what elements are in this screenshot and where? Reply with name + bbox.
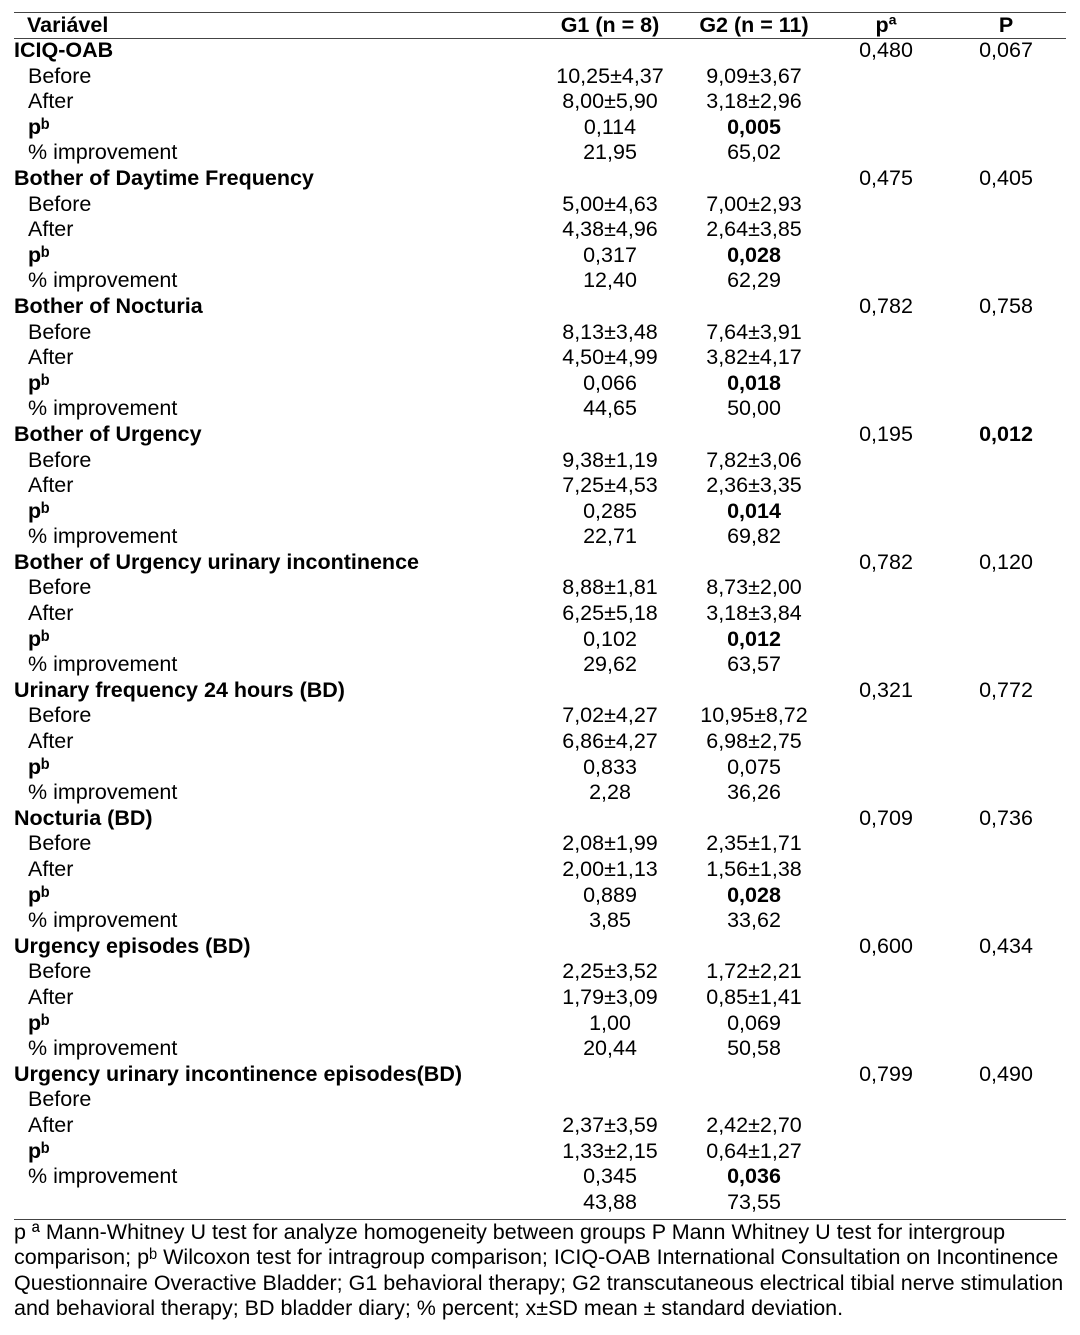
group-row: [14, 806, 1066, 832]
g2-value: 6,98±2,75: [706, 729, 802, 754]
table-row: [14, 448, 1066, 474]
pa-empty: [826, 652, 946, 678]
g2-value: 63,57: [727, 652, 781, 677]
table-row: [14, 140, 1066, 166]
pa-empty: [826, 371, 946, 397]
row-label: Before: [28, 1087, 92, 1112]
g1-value: 44,65: [583, 396, 637, 421]
group-g1-empty: [538, 806, 682, 832]
p-empty: [946, 652, 1066, 678]
p-empty: [946, 268, 1066, 294]
g2-value: 9,09±3,67: [706, 63, 802, 88]
p-empty: [946, 320, 1066, 346]
g2-value: 7,64±3,91: [706, 319, 802, 344]
g1-value: 0,889: [583, 882, 637, 907]
pa-empty: [826, 908, 946, 934]
pa-empty: [826, 1164, 946, 1190]
table-row: [14, 89, 1066, 115]
group-g1-empty: [538, 678, 682, 704]
group-row: [14, 38, 1066, 64]
group-row: [14, 1062, 1066, 1088]
row-label: % improvement: [28, 1036, 178, 1061]
row-label: After: [28, 601, 74, 626]
group-p-value: 0,067: [979, 38, 1033, 62]
p-empty: [946, 575, 1066, 601]
table-row: [14, 780, 1066, 806]
pa-empty: [826, 1011, 946, 1037]
row-label: After: [28, 729, 74, 754]
pa-empty: [826, 192, 946, 218]
header-variable: Variável: [27, 13, 109, 37]
g2-value: 0,018: [727, 370, 781, 395]
pa-empty: [826, 601, 946, 627]
group-p-value: 0,772: [979, 677, 1033, 702]
g1-value: 0,833: [583, 754, 637, 779]
g2-value: 33,62: [727, 908, 781, 933]
row-label: Before: [28, 959, 92, 984]
table-row: [14, 1087, 1066, 1113]
row-label: After: [28, 1112, 74, 1137]
g2-value: 50,00: [727, 396, 781, 421]
group-g1-empty: [538, 294, 682, 320]
g1-value: 1,33±2,15: [562, 1138, 658, 1163]
table-row: [14, 755, 1066, 781]
g1-value: 4,50±4,99: [562, 345, 658, 370]
row-label: pᵇ: [28, 498, 50, 523]
row-label: Before: [28, 191, 92, 216]
group-name: Urgency episodes (BD): [14, 933, 251, 958]
p-empty: [946, 140, 1066, 166]
group-name: Bother of Daytime Frequency: [14, 165, 314, 190]
pa-empty: [826, 473, 946, 499]
g2-value: 0,85±1,41: [706, 984, 802, 1009]
row-label: After: [28, 345, 74, 370]
g2-value: 3,18±3,84: [706, 601, 802, 626]
p-empty: [946, 64, 1066, 90]
header-g1: G1 (n = 8): [560, 13, 660, 37]
table-row: [14, 396, 1066, 422]
g1-value: 12,40: [583, 268, 637, 293]
group-g2-empty: [682, 934, 826, 960]
g2-value: 73,55: [727, 1189, 781, 1214]
g2-value: 0,64±1,27: [706, 1138, 802, 1163]
table-row: [14, 959, 1066, 985]
table-row: [14, 268, 1066, 294]
group-g2-empty: [682, 550, 826, 576]
row-label: After: [28, 857, 74, 881]
row-label: Before: [28, 63, 92, 88]
pa-empty: [826, 755, 946, 781]
group-g1-empty: [538, 166, 682, 192]
row-label: Before: [28, 319, 92, 344]
group-g2-empty: [682, 38, 826, 64]
table-footnote: p ª Mann-Whitney U test for analyze homogeneity between groups P Mann Whitney U test for intergroup comparison; pᵇ Wilcoxon test for intragroup comparison; ICIQ-OAB International Consultation on Incontinence Questionnaire Overactive Bladder; G1 behavioral therapy; G2 transcutaneous electrical tibial nerve stimulation and behavioral therapy; BD bladder diary; % percent; x±SD mean ± standard deviation.: [14, 1220, 1064, 1320]
table-row: [14, 64, 1066, 90]
g1-value: 22,71: [583, 524, 637, 549]
p-empty: [946, 1036, 1066, 1062]
g2-value: 0,028: [727, 242, 781, 267]
pa-empty: [826, 959, 946, 985]
group-row: [14, 678, 1066, 704]
pa-empty: [826, 729, 946, 755]
p-empty: [946, 857, 1066, 883]
g1-value: 0,102: [583, 626, 637, 651]
group-g1-empty: [538, 550, 682, 576]
pa-empty: [826, 499, 946, 525]
pa-empty: [826, 115, 946, 141]
p-empty: [946, 448, 1066, 474]
row-label: After: [28, 473, 74, 498]
row-label: Before: [28, 447, 92, 472]
p-empty: [946, 729, 1066, 755]
group-name: Bother of Urgency urinary incontinence: [14, 549, 419, 574]
g2-value: 3,82±4,17: [706, 345, 802, 370]
g1-value: 10,25±4,37: [556, 63, 664, 88]
p-empty: [946, 1164, 1066, 1190]
group-pa-value: 0,480: [859, 38, 913, 62]
row-label: After: [28, 984, 74, 1009]
group-p-value: 0,758: [979, 293, 1033, 318]
table-row: [14, 627, 1066, 653]
row-label: Before: [28, 575, 92, 600]
pa-empty: [826, 345, 946, 371]
row-label: % improvement: [28, 396, 178, 421]
group-g1-empty: [538, 422, 682, 448]
g1-value: 4,38±4,96: [562, 217, 658, 242]
row-label: pᵇ: [28, 242, 50, 267]
p-empty: [946, 601, 1066, 627]
p-empty: [946, 217, 1066, 243]
g1-value: 5,00±4,63: [562, 191, 658, 216]
p-empty: [946, 755, 1066, 781]
table-row: [14, 703, 1066, 729]
table-row: [14, 1036, 1066, 1062]
table-row: [14, 1011, 1066, 1037]
group-name: ICIQ-OAB: [14, 38, 114, 62]
g1-value: 2,25±3,52: [562, 959, 658, 984]
g1-value: 0,317: [583, 242, 637, 267]
row-label: % improvement: [28, 652, 178, 677]
g1-value: 8,13±3,48: [562, 319, 658, 344]
row-label: % improvement: [28, 780, 178, 805]
pa-empty: [826, 268, 946, 294]
g1-value: 0,114: [583, 114, 637, 139]
group-p-value: 0,120: [979, 549, 1033, 574]
g1-value: 7,25±4,53: [562, 473, 658, 498]
g2-value: 2,64±3,85: [706, 217, 802, 242]
g1-value: 2,28: [589, 780, 631, 805]
pa-empty: [826, 831, 946, 857]
p-empty: [946, 499, 1066, 525]
row-label: pᵇ: [28, 370, 50, 395]
g2-value: 0,028: [727, 882, 781, 907]
row-label: pᵇ: [28, 1010, 50, 1035]
p-empty: [946, 371, 1066, 397]
g2-value: 7,82±3,06: [706, 447, 802, 472]
p-empty: [946, 192, 1066, 218]
group-row: [14, 294, 1066, 320]
p-empty: [946, 1190, 1066, 1216]
g1-value: 0,285: [583, 498, 637, 523]
p-empty: [946, 115, 1066, 141]
g2-value: 1,56±1,38: [706, 857, 802, 881]
g2-value: 2,36±3,35: [706, 473, 802, 498]
row-label: % improvement: [28, 1164, 178, 1189]
pa-empty: [826, 396, 946, 422]
group-g1-empty: [538, 934, 682, 960]
results-table: [14, 13, 1066, 1215]
group-g2-empty: [682, 678, 826, 704]
g1-value: [538, 1087, 682, 1113]
pa-empty: [826, 217, 946, 243]
table-row: [14, 499, 1066, 525]
g1-value: 1,79±3,09: [562, 984, 658, 1009]
table-row: [14, 371, 1066, 397]
p-empty: [946, 345, 1066, 371]
g1-value: 8,00±5,90: [562, 89, 658, 114]
table-row: [14, 575, 1066, 601]
table-header-row: [14, 13, 1066, 38]
row-label: % improvement: [28, 908, 178, 933]
row-label: Before: [28, 831, 92, 856]
row-label: pᵇ: [28, 754, 50, 779]
group-p-value: 0,405: [979, 165, 1033, 190]
g2-value: 0,005: [727, 114, 781, 139]
row-label: % improvement: [28, 140, 178, 165]
p-empty: [946, 524, 1066, 550]
row-label: [14, 1190, 538, 1216]
row-label: pᵇ: [28, 882, 50, 907]
table-row: [14, 1164, 1066, 1190]
table-row: [14, 1113, 1066, 1139]
pa-empty: [826, 1139, 946, 1165]
table-row: [14, 1139, 1066, 1165]
pa-empty: [826, 703, 946, 729]
g2-value: 36,26: [727, 780, 781, 805]
g2-value: [682, 1087, 826, 1113]
g1-value: 7,02±4,27: [562, 703, 658, 728]
g1-value: 3,85: [589, 908, 631, 933]
pa-empty: [826, 1087, 946, 1113]
group-p-value: 0,736: [979, 805, 1033, 830]
table-row: [14, 985, 1066, 1011]
g2-value: 0,069: [727, 1010, 781, 1035]
header-pa: pª: [875, 13, 897, 37]
p-empty: [946, 1113, 1066, 1139]
g1-value: 2,08±1,99: [562, 831, 658, 856]
group-row: [14, 422, 1066, 448]
group-p-value: 0,490: [979, 1061, 1033, 1086]
row-label: pᵇ: [28, 114, 50, 139]
group-p-value: 0,012: [979, 421, 1033, 446]
g2-value: 2,42±2,70: [706, 1112, 802, 1137]
group-pa-value: 0,782: [859, 549, 913, 574]
table-row: [14, 601, 1066, 627]
table-row: [14, 524, 1066, 550]
g1-value: 2,00±1,13: [562, 857, 658, 881]
group-name: Bother of Urgency: [14, 421, 202, 446]
g1-value: 0,066: [583, 370, 637, 395]
group-pa-value: 0,600: [859, 933, 913, 958]
g2-value: 62,29: [727, 268, 781, 293]
table-body: [14, 38, 1066, 1215]
table-row: [14, 652, 1066, 678]
g1-value: 6,86±4,27: [562, 729, 658, 754]
g1-value: 0,345: [583, 1164, 637, 1189]
group-g1-empty: [538, 38, 682, 64]
g2-value: 10,95±8,72: [700, 703, 808, 728]
group-p-value: 0,434: [979, 933, 1033, 958]
p-empty: [946, 396, 1066, 422]
pa-empty: [826, 320, 946, 346]
group-g1-empty: [538, 1062, 682, 1088]
g2-value: 2,35±1,71: [706, 831, 802, 856]
row-label: Before: [28, 703, 92, 728]
g2-value: 0,075: [727, 754, 781, 779]
p-empty: [946, 1139, 1066, 1165]
p-empty: [946, 1087, 1066, 1113]
p-empty: [946, 831, 1066, 857]
p-empty: [946, 1011, 1066, 1037]
group-name: Urgency urinary incontinence episodes(BD): [14, 1061, 463, 1086]
p-empty: [946, 627, 1066, 653]
pa-empty: [826, 243, 946, 269]
g2-value: 50,58: [727, 1036, 781, 1061]
group-g2-empty: [682, 294, 826, 320]
g1-value: 29,62: [583, 652, 637, 677]
group-pa-value: 0,195: [859, 421, 913, 446]
g2-value: 7,00±2,93: [706, 191, 802, 216]
p-empty: [946, 473, 1066, 499]
pa-empty: [826, 985, 946, 1011]
row-label: After: [28, 217, 74, 242]
table-row: [14, 320, 1066, 346]
pa-empty: [826, 140, 946, 166]
g1-value: 20,44: [583, 1036, 637, 1061]
table-row: [14, 729, 1066, 755]
table-row: [14, 192, 1066, 218]
table-row: [14, 243, 1066, 269]
row-label: pᵇ: [28, 626, 50, 651]
g1-value: 6,25±5,18: [562, 601, 658, 626]
header-p: P: [998, 13, 1014, 37]
group-g2-empty: [682, 1062, 826, 1088]
p-empty: [946, 959, 1066, 985]
group-pa-value: 0,475: [859, 165, 913, 190]
pa-empty: [826, 857, 946, 883]
g1-value: 1,00: [589, 1010, 631, 1035]
table-row: [14, 473, 1066, 499]
group-g2-empty: [682, 166, 826, 192]
table-row: [14, 345, 1066, 371]
g2-value: 69,82: [727, 524, 781, 549]
g2-value: 8,73±2,00: [706, 575, 802, 600]
g2-value: 65,02: [727, 140, 781, 165]
pa-empty: [826, 524, 946, 550]
pa-empty: [826, 627, 946, 653]
table-row: [14, 831, 1066, 857]
group-name: Nocturia (BD): [14, 805, 153, 830]
group-pa-value: 0,799: [859, 1061, 913, 1086]
g1-value: 43,88: [583, 1189, 637, 1214]
g2-value: 3,18±2,96: [706, 89, 802, 114]
p-empty: [946, 243, 1066, 269]
g2-value: 1,72±2,21: [706, 959, 802, 984]
pa-empty: [826, 780, 946, 806]
row-label: % improvement: [28, 268, 178, 293]
row-label: After: [28, 89, 74, 114]
header-g2: G2 (n = 11): [699, 13, 809, 37]
pa-empty: [826, 64, 946, 90]
p-empty: [946, 89, 1066, 115]
p-empty: [946, 883, 1066, 909]
table-row: [14, 115, 1066, 141]
g2-value: 0,036: [727, 1164, 781, 1189]
group-row: [14, 166, 1066, 192]
g1-value: 9,38±1,19: [562, 447, 658, 472]
p-empty: [946, 908, 1066, 934]
group-pa-value: 0,709: [859, 805, 913, 830]
p-empty: [946, 985, 1066, 1011]
pa-empty: [826, 575, 946, 601]
table-row: [14, 857, 1066, 883]
group-name: Bother of Nocturia: [14, 293, 203, 318]
group-name: Urinary frequency 24 hours (BD): [14, 677, 345, 702]
group-g2-empty: [682, 806, 826, 832]
table-row: [14, 883, 1066, 909]
g2-value: 0,012: [727, 626, 781, 651]
row-label: % improvement: [28, 524, 178, 549]
p-empty: [946, 780, 1066, 806]
pa-empty: [826, 1036, 946, 1062]
pa-empty: [826, 448, 946, 474]
group-pa-value: 0,782: [859, 293, 913, 318]
g1-value: 8,88±1,81: [562, 575, 658, 600]
table-row: [14, 908, 1066, 934]
group-row: [14, 550, 1066, 576]
row-label: pᵇ: [28, 1138, 50, 1163]
table-row: [14, 217, 1066, 243]
group-pa-value: 0,321: [859, 677, 913, 702]
pa-empty: [826, 1190, 946, 1216]
p-empty: [946, 703, 1066, 729]
pa-empty: [826, 883, 946, 909]
g1-value: 2,37±3,59: [562, 1112, 658, 1137]
g2-value: 0,014: [727, 498, 781, 523]
g1-value: 21,95: [583, 140, 637, 165]
pa-empty: [826, 89, 946, 115]
group-row: [14, 934, 1066, 960]
group-g2-empty: [682, 422, 826, 448]
pa-empty: [826, 1113, 946, 1139]
table-row: [14, 1190, 1066, 1216]
